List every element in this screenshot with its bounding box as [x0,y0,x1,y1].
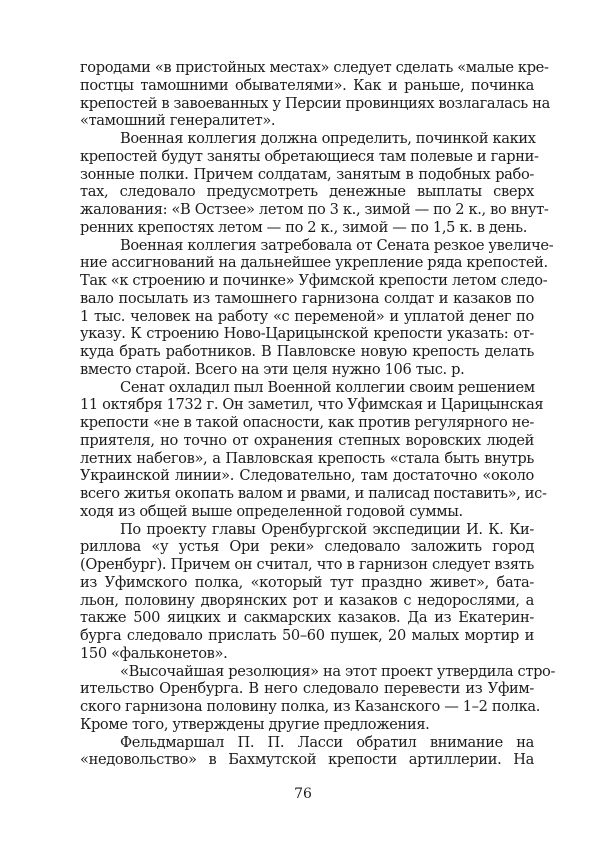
text-line: ходя из общей выше определенной годовой суммы. [80,502,463,520]
text-line: также 500 яицких и сакмарских казаков. Да из Екатерин- [80,609,534,627]
text-line: крепостей будут заняты обретающиеся там полевые и гарни- [80,147,539,165]
text-line: Военная коллегия должна определить, починкой каких [120,130,536,147]
text-line: из Уфимского полка, «который тут праздно живет», бата- [80,573,534,591]
text-line: всего житья окопать валом и рвами, и палисад поставить», ис- [80,485,547,502]
text-line: 11 октября 1732 г. Он заметил, что Уфимская и Царицынская [80,396,544,414]
text-line: Кроме того, утверждены другие предложения. [80,715,430,733]
paragraph [80,236,554,379]
text-line: крепостей в завоеванных у Персии провинциях возлагалась на [80,94,550,112]
text-line: ние ассигнований на дальнейшее укрепление ряда крепостей. [80,254,548,272]
paragraph [80,662,556,734]
text-line: тах, следовало предусмотреть денежные выплаты сверх [80,183,534,201]
paragraph [80,521,534,663]
text-line: «недовольство» в Бахмутской крепости артиллерии. На [80,751,534,769]
text-line: бурга следовало прислать 50–60 пушек, 20 малых мортир и [80,627,534,644]
text-line: (Оренбург). Причем он считал, что в гарнизон следует взять [80,556,534,573]
text-line: постцы тамошними обывателями». Как и раньше, починка [80,76,534,94]
text-line: льон, половину дворянских рот и казаков с недорослями, а [80,591,534,609]
text-line: указу. К строению Ново-Царицынской крепости указать: от- [80,325,534,343]
text-line: «Высочайшая резолюция» на этот проект утвердила стро- [120,662,556,680]
text-line: «тамошний генералитет». [80,112,276,130]
paragraph [80,59,550,130]
text-line: куда брать работников. В Павловске новую крепость делать [80,343,534,360]
paragraph [80,378,547,521]
text-line: Фельдмаршал П. П. Ласси обратил внимание на [120,733,534,751]
text-line: летних набегов», а Павловская крепость «стала быть внутрь [80,449,534,467]
text-line: приятеля, но точно от охранения степных воровских людей [80,431,534,449]
text-line: Так «к строению и починке» Уфимской крепости летом следо- [80,272,548,289]
text-line: риллова «у устья Ори реки» следовало заложить город [80,538,534,556]
text-line: По проекту главы Оренбургской экспедиции И. К. Ки- [120,520,534,538]
text-line: жалования: «В Остзее» летом по 3 к., зимой — по 2 к., во внут- [80,201,549,218]
text-line: ского гарнизона половину полка, из Казанского — 1–2 полка. [80,698,540,715]
page-number: 76 [294,786,312,802]
text-line: Сенат охладил пыл Военной коллегии своим решением [120,378,535,396]
text-line: ренних крепостях летом — по 2 к., зимой — по 1,5 к. в день. [80,218,528,236]
text-line: Украинской линии». Следовательно, там достаточно «около [80,467,534,485]
text-line: 150 «фальконетов». [80,644,228,662]
paragraph [80,130,549,237]
text-line: 1 тыс. человек на работу «с переменой» и уплатой денег по [80,307,534,325]
text-line: Военная коллегия затребовала от Сената резкое увеличе- [120,236,554,254]
text-line: крепости «не в такой опасности, как против регулярного не- [80,414,534,431]
paragraph [80,734,534,770]
text-line: вало посылать из тамошнего гарнизона солдат и казаков по [80,289,534,307]
text-line: вместо старой. Всего на эти целя нужно 106 тыс. р. [80,360,465,378]
body-text [80,59,556,769]
text-line: ительство Оренбурга. В него следовало перевести из Уфим- [80,680,534,698]
text-line: зонные полки. Причем солдатам, занятым в подобных рабо- [80,165,534,183]
text-line: городами «в пристойных местах» следует сделать «малые кре- [80,59,549,76]
